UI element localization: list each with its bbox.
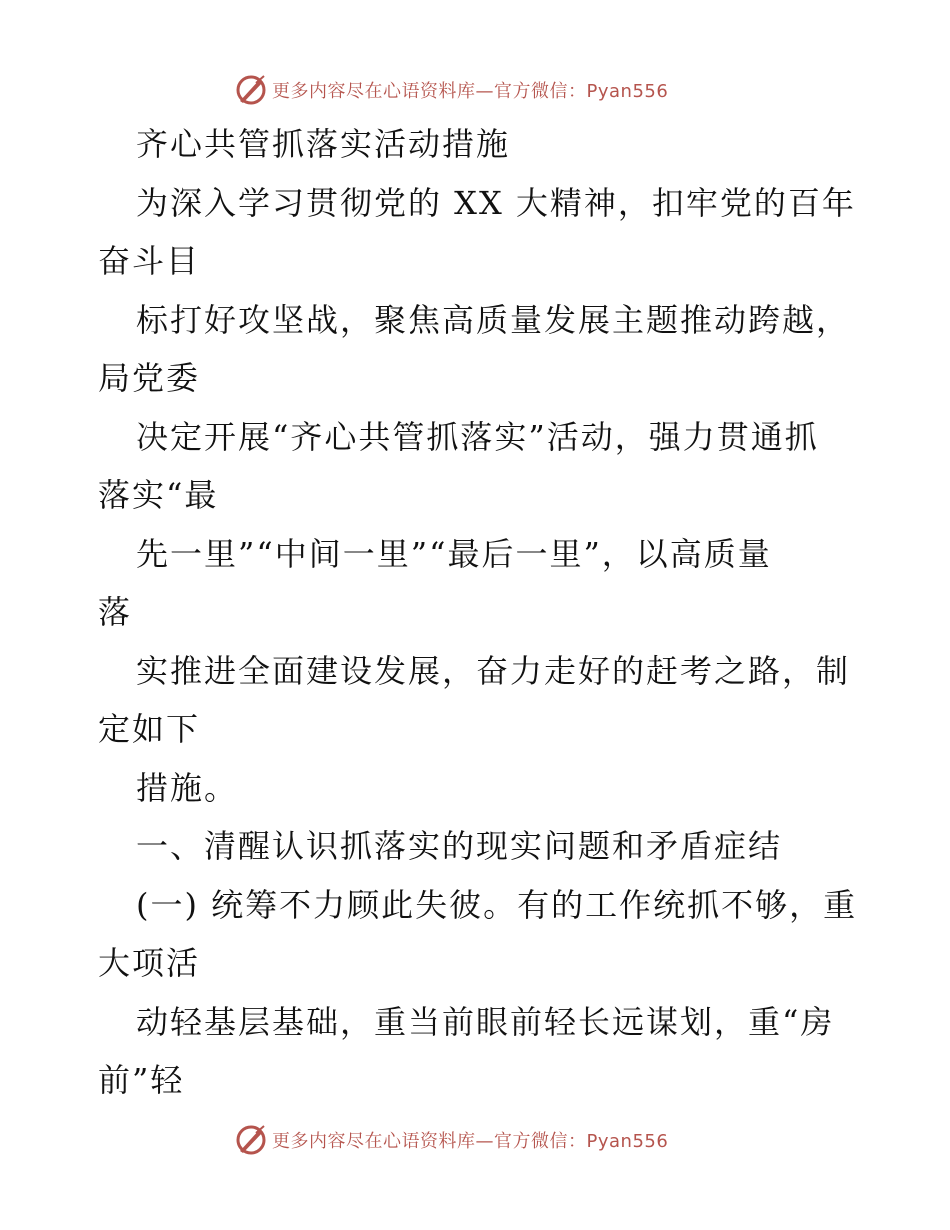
paragraph-line: 实推进全面建设发展，奋力走好的赶考之路，制	[136, 651, 851, 690]
watermark-header	[234, 72, 668, 108]
paragraph-line: 落实“最	[98, 476, 219, 514]
quill-pen-seal-icon	[234, 73, 268, 107]
subsection-line: (一) 统筹不力顾此失彼。有的工作统抓不够，重	[136, 885, 858, 924]
watermark-text: 更多内容尽在心语资料库—官方微信：Pyan556	[272, 1131, 669, 1152]
paragraph-line: 奋斗目	[98, 242, 201, 280]
paragraph-line: 先一里”“中间一里”“最后一里”，以高质量	[136, 534, 772, 573]
paragraph-line: 措施。	[136, 768, 239, 807]
watermark-text: 更多内容尽在心语资料库—官方微信：Pyan556	[272, 81, 669, 102]
paragraph-line: 前”轻	[98, 1061, 185, 1099]
paragraph-line: 定如下	[98, 710, 201, 748]
paragraph-line: 标打好攻坚战，聚焦高质量发展主题推动跨越，	[136, 300, 851, 339]
paragraph-line: 大项活	[98, 944, 201, 982]
document-title: 齐心共管抓落实活动措施	[136, 125, 511, 163]
document-body	[98, 115, 858, 1110]
quill-pen-seal-icon	[234, 1123, 268, 1157]
watermark-footer	[234, 1122, 668, 1158]
section-heading: 一、清醒认识抓落实的现实问题和矛盾症结	[136, 827, 783, 865]
paragraph-line: 落	[98, 593, 133, 631]
paragraph-line: 决定开展“齐心共管抓落实”活动，强力贯通抓	[136, 417, 819, 456]
paragraph-line: 局党委	[98, 359, 201, 397]
paragraph-line: 为深入学习贯彻党的 XX 大精神，扣牢党的百年	[136, 183, 856, 222]
paragraph-line: 动轻基层基础，重当前眼前轻长远谋划，重“房	[136, 1002, 835, 1041]
